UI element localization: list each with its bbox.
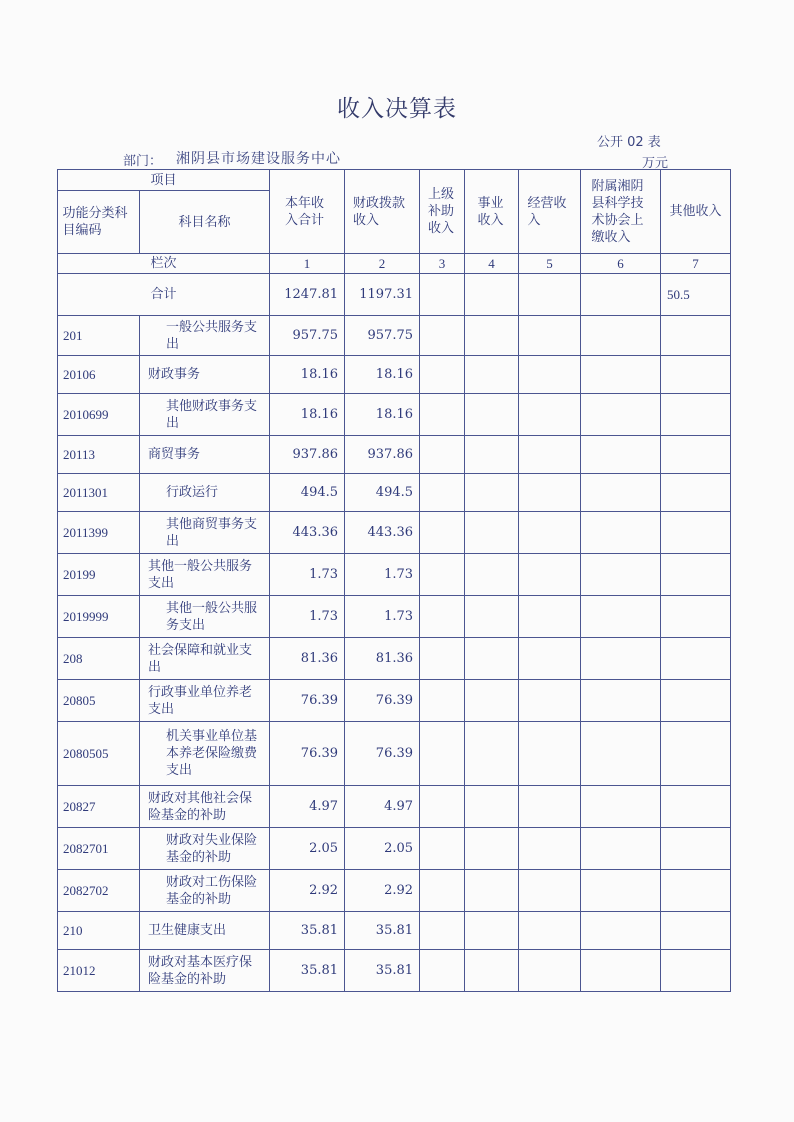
row-total: 2.05: [270, 828, 345, 870]
row-total: 494.5: [270, 474, 345, 512]
table-row: [58, 356, 731, 394]
row-total: 76.39: [270, 680, 345, 722]
header-affiliated: 附属湘阴县科学技术协会上缴收入: [581, 170, 661, 254]
total-fiscal: 1197.31: [345, 274, 420, 316]
table-row: [58, 316, 731, 356]
col-num-2: 2: [345, 254, 420, 274]
row-total: 957.75: [270, 316, 345, 356]
row-total: 4.97: [270, 786, 345, 828]
subject-name: 财政对基本医疗保险基金的补助: [140, 950, 270, 992]
subject-name: 财政对工伤保险基金的补助: [140, 870, 270, 912]
subject-name: 财政事务: [140, 356, 270, 394]
total-label: 合计: [58, 274, 270, 316]
row-fiscal: 937.86: [345, 436, 420, 474]
row-label: 栏次: [58, 254, 270, 274]
row-total: 937.86: [270, 436, 345, 474]
total-sum: 1247.81: [270, 274, 345, 316]
income-table: [57, 169, 731, 992]
row-fiscal: 81.36: [345, 638, 420, 680]
row-fiscal: 1.73: [345, 554, 420, 596]
total-other: 50.5: [661, 274, 731, 316]
subject-name: 其他一般公共服务支出: [140, 596, 270, 638]
row-fiscal: 4.97: [345, 786, 420, 828]
subject-code: 20199: [58, 554, 140, 596]
subject-code: 210: [58, 912, 140, 950]
header-other: 其他收入: [661, 170, 731, 254]
header-code: 功能分类科目编码: [58, 191, 140, 254]
table-row: [58, 722, 731, 786]
subject-name: 其他一般公共服务支出: [140, 554, 270, 596]
row-total: 2.92: [270, 870, 345, 912]
table-row: [58, 596, 731, 638]
subject-name: 一般公共服务支出: [140, 316, 270, 356]
row-fiscal: 76.39: [345, 680, 420, 722]
total-row: [58, 274, 731, 316]
header-name: 科目名称: [140, 191, 270, 254]
page-title: 收入决算表: [337, 96, 457, 122]
table-row: [58, 912, 731, 950]
subject-name: 财政对其他社会保险基金的补助: [140, 786, 270, 828]
row-fiscal: 18.16: [345, 394, 420, 436]
row-fiscal: 957.75: [345, 316, 420, 356]
header-business: 事业收入: [465, 170, 519, 254]
table-row: [58, 554, 731, 596]
header-superior: 上级补助收入: [420, 170, 465, 254]
row-fiscal: 494.5: [345, 474, 420, 512]
row-fiscal: 76.39: [345, 722, 420, 786]
table-row: [58, 436, 731, 474]
subject-name: 财政对失业保险基金的补助: [140, 828, 270, 870]
table-row: [58, 786, 731, 828]
col-num-4: 4: [465, 254, 519, 274]
table-row: [58, 870, 731, 912]
header-fiscal: 财政拨款收入: [345, 170, 420, 254]
subject-name: 卫生健康支出: [140, 912, 270, 950]
row-total: 1.73: [270, 554, 345, 596]
row-fiscal: 35.81: [345, 950, 420, 992]
row-total: 1.73: [270, 596, 345, 638]
subject-name: 行政运行: [140, 474, 270, 512]
table-row: [58, 950, 731, 992]
subject-code: 208: [58, 638, 140, 680]
table-row: [58, 638, 731, 680]
row-total: 18.16: [270, 394, 345, 436]
row-fiscal: 1.73: [345, 596, 420, 638]
table-row: [58, 680, 731, 722]
subject-code: 2011301: [58, 474, 140, 512]
row-total: 76.39: [270, 722, 345, 786]
subject-name: 商贸事务: [140, 436, 270, 474]
row-total: 81.36: [270, 638, 345, 680]
subject-code: 20827: [58, 786, 140, 828]
table-row: [58, 474, 731, 512]
col-num-1: 1: [270, 254, 345, 274]
col-num-7: 7: [661, 254, 731, 274]
subject-code: 2082702: [58, 870, 140, 912]
row-fiscal: 2.05: [345, 828, 420, 870]
subject-name: 行政事业单位养老支出: [140, 680, 270, 722]
col-num-3: 3: [420, 254, 465, 274]
subject-code: 20106: [58, 356, 140, 394]
row-total: 35.81: [270, 912, 345, 950]
subject-name: 其他商贸事务支出: [140, 512, 270, 554]
subject-code: 201: [58, 316, 140, 356]
table-row: [58, 394, 731, 436]
col-num-5: 5: [519, 254, 581, 274]
column-number-row: [58, 254, 731, 274]
subject-name: 社会保障和就业支出: [140, 638, 270, 680]
col-num-6: 6: [581, 254, 661, 274]
subject-code: 2019999: [58, 596, 140, 638]
subject-code: 2080505: [58, 722, 140, 786]
subject-code: 2082701: [58, 828, 140, 870]
subject-code: 2010699: [58, 394, 140, 436]
row-total: 443.36: [270, 512, 345, 554]
subject-code: 20113: [58, 436, 140, 474]
row-fiscal: 18.16: [345, 356, 420, 394]
subject-code: 2011399: [58, 512, 140, 554]
table-number: 公开 02 表: [597, 135, 661, 150]
row-fiscal: 2.92: [345, 870, 420, 912]
header-operating: 经营收入: [519, 170, 581, 254]
table-row: [58, 828, 731, 870]
subject-code: 21012: [58, 950, 140, 992]
row-fiscal: 443.36: [345, 512, 420, 554]
row-total: 35.81: [270, 950, 345, 992]
department-name: 湘阴县市场建设服务中心: [176, 151, 341, 167]
subject-code: 20805: [58, 680, 140, 722]
subject-name: 机关事业单位基本养老保险缴费支出: [140, 722, 270, 786]
department-label: 部门：: [123, 154, 163, 169]
header-item: 项目: [58, 170, 270, 191]
subject-name: 其他财政事务支出: [140, 394, 270, 436]
row-total: 18.16: [270, 356, 345, 394]
row-fiscal: 35.81: [345, 912, 420, 950]
header-total: 本年收入合计: [270, 170, 345, 254]
table-row: [58, 512, 731, 554]
header-row-item: [58, 170, 731, 191]
unit-label: 万元: [642, 156, 669, 171]
